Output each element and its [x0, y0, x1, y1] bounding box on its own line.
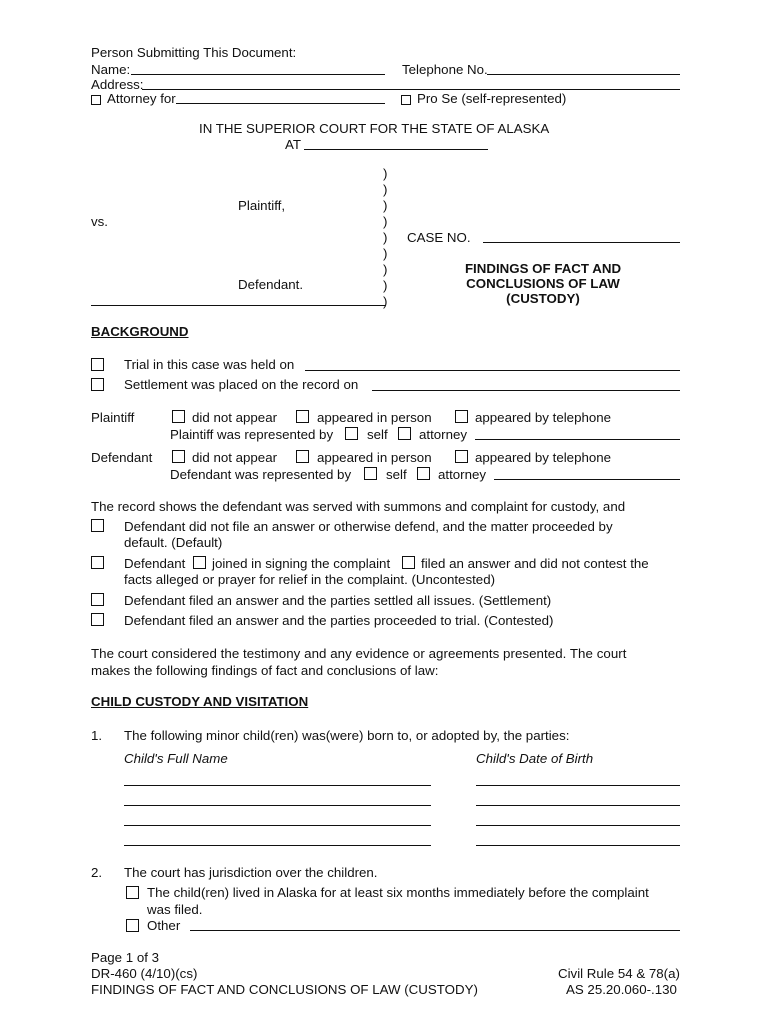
lived-in-alaska-line1: The child(ren) lived in Alaska for at least six months immediately before the complaint	[147, 885, 649, 900]
caption-paren: )	[383, 246, 388, 261]
caption-paren: )	[383, 166, 388, 181]
court-location-field[interactable]	[304, 149, 488, 150]
plaintiff-telephone-checkbox[interactable]	[455, 410, 468, 423]
settlement-option-text: Defendant filed an answer and the parties settled all issues. (Settlement)	[124, 593, 552, 608]
child-name-field[interactable]	[124, 785, 431, 786]
trial-held-label: Trial in this case was held on	[124, 357, 295, 372]
defendant-attorney-label: attorney	[438, 467, 487, 482]
item1-text: The following minor child(ren) was(were) born to, or adopted by, the parties:	[124, 728, 570, 743]
child-name-field[interactable]	[124, 825, 431, 826]
plaintiff-represented-label: Plaintiff was represented by	[170, 427, 334, 442]
plaintiff-telephone-label: appeared by telephone	[475, 410, 612, 425]
form-title: FINDINGS OF FACT AND CONCLUSIONS OF LAW (CUSTODY)	[91, 982, 478, 997]
defendant-attorney-field[interactable]	[494, 479, 680, 480]
vs-label: vs.	[91, 214, 108, 229]
statute: AS 25.20.060-.130	[566, 982, 677, 997]
defendant-in-person-label: appeared in person	[317, 450, 432, 465]
attorney-for-field[interactable]	[176, 103, 385, 104]
plaintiff-self-checkbox[interactable]	[345, 427, 358, 440]
court-considered-line2: makes the following findings of fact and conclusions of law:	[91, 663, 439, 678]
defendant-name-field[interactable]	[91, 305, 385, 306]
defendant-represented-label: Defendant was represented by	[170, 467, 352, 482]
uncontested-checkbox[interactable]	[91, 556, 104, 569]
lived-in-alaska-line2: was filed.	[147, 902, 203, 917]
plaintiff-attorney-field[interactable]	[475, 439, 680, 440]
child-name-header: Child's Full Name	[124, 751, 228, 766]
case-no-field[interactable]	[483, 242, 680, 243]
defendant-telephone-label: appeared by telephone	[475, 450, 612, 465]
defendant-attorney-checkbox[interactable]	[417, 467, 430, 480]
address-field[interactable]	[142, 89, 680, 90]
plaintiff-caption-label: Plaintiff,	[238, 198, 286, 213]
child-name-field[interactable]	[124, 845, 431, 846]
plaintiff-appearance-label: Plaintiff	[91, 410, 135, 425]
caption-paren: )	[383, 214, 388, 229]
other-field[interactable]	[190, 930, 680, 931]
doc-title-line2: CONCLUSIONS OF LAW	[466, 276, 620, 291]
caption-paren: )	[383, 198, 388, 213]
pro-se-checkbox[interactable]	[401, 95, 411, 105]
defendant-self-checkbox[interactable]	[364, 467, 377, 480]
name-field[interactable]	[131, 74, 385, 75]
settlement-option-checkbox[interactable]	[91, 593, 104, 606]
doc-title-line3: (CUSTODY)	[506, 291, 580, 306]
item1-number: 1.	[91, 728, 103, 743]
other-label: Other	[147, 918, 181, 933]
case-no-label: CASE NO.	[407, 230, 471, 245]
child-dob-header: Child's Date of Birth	[476, 751, 594, 766]
custody-heading: CHILD CUSTODY AND VISITATION	[91, 694, 309, 709]
address-label: Address:	[91, 77, 144, 92]
telephone-label: Telephone No.	[402, 62, 488, 77]
defendant-did-not-appear-checkbox[interactable]	[172, 450, 185, 463]
lived-in-alaska-checkbox[interactable]	[126, 886, 139, 899]
plaintiff-attorney-checkbox[interactable]	[398, 427, 411, 440]
attorney-for-checkbox[interactable]	[91, 95, 101, 105]
caption-paren: )	[383, 230, 388, 245]
attorney-for-label: Attorney for	[107, 91, 176, 106]
filed-answer-label: filed an answer and did not contest the	[421, 556, 649, 571]
default-text-line1: Defendant did not file an answer or otherwise defend, and the matter proceeded by	[124, 519, 613, 534]
at-label: AT	[285, 137, 302, 152]
settlement-date-field[interactable]	[372, 390, 680, 391]
plaintiff-did-not-appear-label: did not appear	[192, 410, 278, 425]
joined-signing-checkbox[interactable]	[193, 556, 206, 569]
plaintiff-did-not-appear-checkbox[interactable]	[172, 410, 185, 423]
plaintiff-in-person-label: appeared in person	[317, 410, 432, 425]
joined-signing-label: joined in signing the complaint	[212, 556, 391, 571]
caption-paren: )	[383, 182, 388, 197]
uncontested-text-line2: facts alleged or prayer for relief in the complaint. (Uncontested)	[124, 572, 496, 587]
other-checkbox[interactable]	[126, 919, 139, 932]
plaintiff-in-person-checkbox[interactable]	[296, 410, 309, 423]
item2-number: 2.	[91, 865, 103, 880]
default-text-line2: default. (Default)	[124, 535, 223, 550]
defendant-caption-label: Defendant.	[238, 277, 304, 292]
default-checkbox[interactable]	[91, 519, 104, 532]
child-dob-field[interactable]	[476, 825, 680, 826]
filed-answer-checkbox[interactable]	[402, 556, 415, 569]
record-shows-text: The record shows the defendant was served with summons and complaint for custody, and	[91, 499, 626, 514]
child-dob-field[interactable]	[476, 845, 680, 846]
form-number: DR-460 (4/10)(cs)	[91, 966, 198, 981]
defendant-self-label: self	[386, 467, 407, 482]
item2-text: The court has jurisdiction over the children.	[124, 865, 378, 880]
caption-paren: )	[383, 278, 388, 293]
background-heading: BACKGROUND	[91, 324, 189, 339]
defendant-in-person-checkbox[interactable]	[296, 450, 309, 463]
child-dob-field[interactable]	[476, 785, 680, 786]
telephone-field[interactable]	[487, 74, 680, 75]
pro-se-label: Pro Se (self-represented)	[417, 91, 567, 106]
defendant-appearance-label: Defendant	[91, 450, 153, 465]
uncontested-defendant-label: Defendant	[124, 556, 186, 571]
defendant-telephone-checkbox[interactable]	[455, 450, 468, 463]
child-dob-field[interactable]	[476, 805, 680, 806]
person-submitting-label: Person Submitting This Document:	[91, 45, 297, 60]
court-considered-line1: The court considered the testimony and any evidence or agreements presented. The court	[91, 646, 627, 661]
defendant-did-not-appear-label: did not appear	[192, 450, 278, 465]
child-name-field[interactable]	[124, 805, 431, 806]
court-title: IN THE SUPERIOR COURT FOR THE STATE OF ALASKA	[199, 121, 550, 136]
settlement-label: Settlement was placed on the record on	[124, 377, 359, 392]
contested-checkbox[interactable]	[91, 613, 104, 626]
page-number: Page 1 of 3	[91, 950, 160, 965]
plaintiff-self-label: self	[367, 427, 388, 442]
trial-date-field[interactable]	[305, 370, 680, 371]
doc-title-line1: FINDINGS OF FACT AND	[464, 261, 622, 276]
civil-rule: Civil Rule 54 & 78(a)	[558, 966, 680, 981]
caption-paren: )	[383, 262, 388, 277]
name-label: Name:	[91, 62, 131, 77]
settlement-checkbox[interactable]	[91, 378, 104, 391]
caption-paren: )	[383, 294, 388, 309]
contested-text: Defendant filed an answer and the parties proceeded to trial. (Contested)	[124, 613, 554, 628]
plaintiff-attorney-label: attorney	[419, 427, 468, 442]
trial-held-checkbox[interactable]	[91, 358, 104, 371]
